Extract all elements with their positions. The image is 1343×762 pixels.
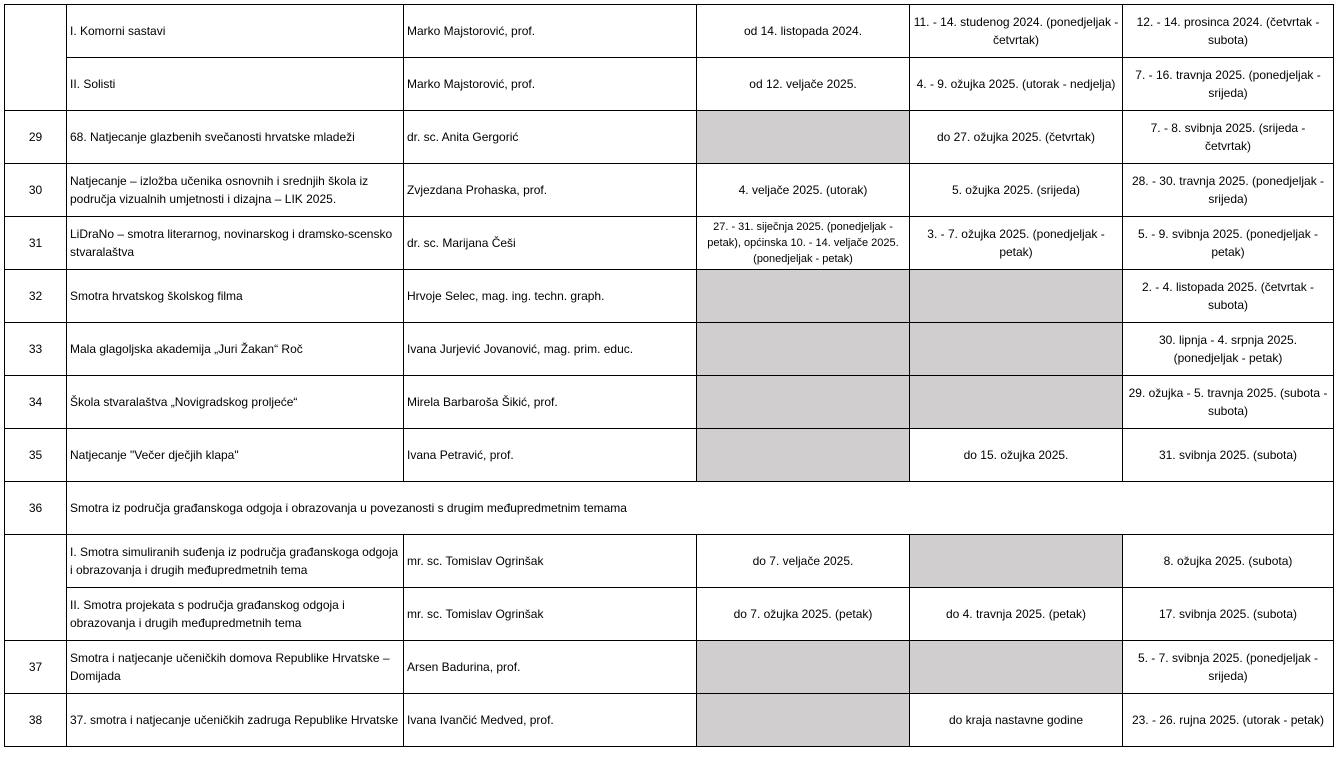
school-level-date xyxy=(697,376,910,429)
coordinator: dr. sc. Marijana Češi xyxy=(404,217,697,270)
regional-level-date xyxy=(910,641,1123,694)
school-level-date: do 7. veljače 2025. xyxy=(697,535,910,588)
competition-name: 68. Natjecanje glazbenih svečanosti hrvatske mladeži xyxy=(67,111,404,164)
coordinator: Ivana Petravić, prof. xyxy=(404,429,697,482)
regional-level-date: do kraja nastavne godine xyxy=(910,694,1123,747)
coordinator: dr. sc. Anita Gergorić xyxy=(404,111,697,164)
table-row xyxy=(5,5,1334,58)
school-level-date: do 7. ožujka 2025. (petak) xyxy=(697,588,910,641)
row-number xyxy=(5,535,67,641)
table-row xyxy=(5,217,1334,270)
school-level-date: 4. veljače 2025. (utorak) xyxy=(697,164,910,217)
competition-name: LiDraNo – smotra literarnog, novinarskog i dramsko-scensko stvaralaštva xyxy=(67,217,404,270)
school-level-date xyxy=(697,111,910,164)
school-level-date xyxy=(697,641,910,694)
table-row xyxy=(5,376,1334,429)
school-level-date xyxy=(697,323,910,376)
table-row xyxy=(5,482,1334,535)
table-row xyxy=(5,429,1334,482)
regional-level-date xyxy=(910,323,1123,376)
state-level-date: 2. - 4. listopada 2025. (četvrtak - subota) xyxy=(1123,270,1334,323)
state-level-date: 5. - 7. svibnja 2025. (ponedjeljak - srijeda) xyxy=(1123,641,1334,694)
regional-level-date: 5. ožujka 2025. (srijeda) xyxy=(910,164,1123,217)
school-level-date xyxy=(697,694,910,747)
row-number: 37 xyxy=(5,641,67,694)
table-row xyxy=(5,111,1334,164)
competition-name: Natjecanje "Večer dječjih klapa" xyxy=(67,429,404,482)
row-number xyxy=(5,5,67,111)
row-number: 38 xyxy=(5,694,67,747)
state-level-date: 8. ožujka 2025. (subota) xyxy=(1123,535,1334,588)
table-row xyxy=(5,535,1334,588)
school-level-date: od 14. listopada 2024. xyxy=(697,5,910,58)
competition-name: Smotra hrvatskog školskog filma xyxy=(67,270,404,323)
row-number: 29 xyxy=(5,111,67,164)
table-row xyxy=(5,588,1334,641)
competition-group-title: Smotra iz područja građanskoga odgoja i obrazovanja u povezanosti s drugim međupredmetnim temama xyxy=(67,482,1334,535)
regional-level-date xyxy=(910,535,1123,588)
coordinator: mr. sc. Tomislav Ogrinšak xyxy=(404,588,697,641)
row-number: 30 xyxy=(5,164,67,217)
coordinator: Marko Majstorović, prof. xyxy=(404,5,697,58)
school-level-date xyxy=(697,429,910,482)
coordinator: Zvjezdana Prohaska, prof. xyxy=(404,164,697,217)
coordinator: Ivana Ivančić Medved, prof. xyxy=(404,694,697,747)
row-number: 36 xyxy=(5,482,67,535)
regional-level-date: 4. - 9. ožujka 2025. (utorak - nedjelja) xyxy=(910,58,1123,111)
coordinator: mr. sc. Tomislav Ogrinšak xyxy=(404,535,697,588)
state-level-date: 12. - 14. prosinca 2024. (četvrtak - subota) xyxy=(1123,5,1334,58)
state-level-date: 23. - 26. rujna 2025. (utorak - petak) xyxy=(1123,694,1334,747)
competition-name: Smotra i natjecanje učeničkih domova Republike Hrvatske – Domijada xyxy=(67,641,404,694)
state-level-date: 29. ožujka - 5. travnja 2025. (subota - subota) xyxy=(1123,376,1334,429)
school-level-date: 27. - 31. siječnja 2025. (ponedjeljak - petak), općinska 10. - 14. veljače 2025. (ponedjeljak - petak) xyxy=(697,217,910,270)
row-number: 32 xyxy=(5,270,67,323)
coordinator: Marko Majstorović, prof. xyxy=(404,58,697,111)
coordinator: Arsen Badurina, prof. xyxy=(404,641,697,694)
competition-name: Mala glagoljska akademija „Juri Žakan“ Roč xyxy=(67,323,404,376)
competition-name: II. Solisti xyxy=(67,58,404,111)
state-level-date: 31. svibnja 2025. (subota) xyxy=(1123,429,1334,482)
competitions-table xyxy=(4,4,1334,747)
row-number: 31 xyxy=(5,217,67,270)
competition-name: Natjecanje – izložba učenika osnovnih i srednjih škola iz područja vizualnih umjetnosti i dizajna – LIK 2025. xyxy=(67,164,404,217)
coordinator: Mirela Barbaroša Šikić, prof. xyxy=(404,376,697,429)
state-level-date: 17. svibnja 2025. (subota) xyxy=(1123,588,1334,641)
coordinator: Ivana Jurjević Jovanović, mag. prim. educ. xyxy=(404,323,697,376)
state-level-date: 5. - 9. svibnja 2025. (ponedjeljak - petak) xyxy=(1123,217,1334,270)
competition-name: I. Komorni sastavi xyxy=(67,5,404,58)
school-level-date xyxy=(697,270,910,323)
regional-level-date: 3. - 7. ožujka 2025. (ponedjeljak - petak) xyxy=(910,217,1123,270)
table-row xyxy=(5,641,1334,694)
competition-name: 37. smotra i natjecanje učeničkih zadruga Republike Hrvatske xyxy=(67,694,404,747)
row-number: 34 xyxy=(5,376,67,429)
state-level-date: 7. - 16. travnja 2025. (ponedjeljak - srijeda) xyxy=(1123,58,1334,111)
competition-name: II. Smotra projekata s područja građanskog odgoja i obrazovanja i drugih međupredmetnih tema xyxy=(67,588,404,641)
row-number: 33 xyxy=(5,323,67,376)
regional-level-date: 11. - 14. studenog 2024. (ponedjeljak - četvrtak) xyxy=(910,5,1123,58)
competition-name: I. Smotra simuliranih suđenja iz područja građanskoga odgoja i obrazovanja i drugih međupredmetnih tema xyxy=(67,535,404,588)
regional-level-date xyxy=(910,270,1123,323)
state-level-date: 7. - 8. svibnja 2025. (srijeda - četvrtak) xyxy=(1123,111,1334,164)
regional-level-date: do 4. travnja 2025. (petak) xyxy=(910,588,1123,641)
competition-name: Škola stvaralaštva „Novigradskog proljeće“ xyxy=(67,376,404,429)
state-level-date: 30. lipnja - 4. srpnja 2025. (ponedjeljak - petak) xyxy=(1123,323,1334,376)
row-number: 35 xyxy=(5,429,67,482)
table-row xyxy=(5,323,1334,376)
coordinator: Hrvoje Selec, mag. ing. techn. graph. xyxy=(404,270,697,323)
table-row xyxy=(5,164,1334,217)
table-row xyxy=(5,270,1334,323)
school-level-date: od 12. veljače 2025. xyxy=(697,58,910,111)
state-level-date: 28. - 30. travnja 2025. (ponedjeljak - srijeda) xyxy=(1123,164,1334,217)
regional-level-date: do 27. ožujka 2025. (četvrtak) xyxy=(910,111,1123,164)
regional-level-date xyxy=(910,376,1123,429)
table-row xyxy=(5,694,1334,747)
table-row xyxy=(5,58,1334,111)
regional-level-date: do 15. ožujka 2025. xyxy=(910,429,1123,482)
